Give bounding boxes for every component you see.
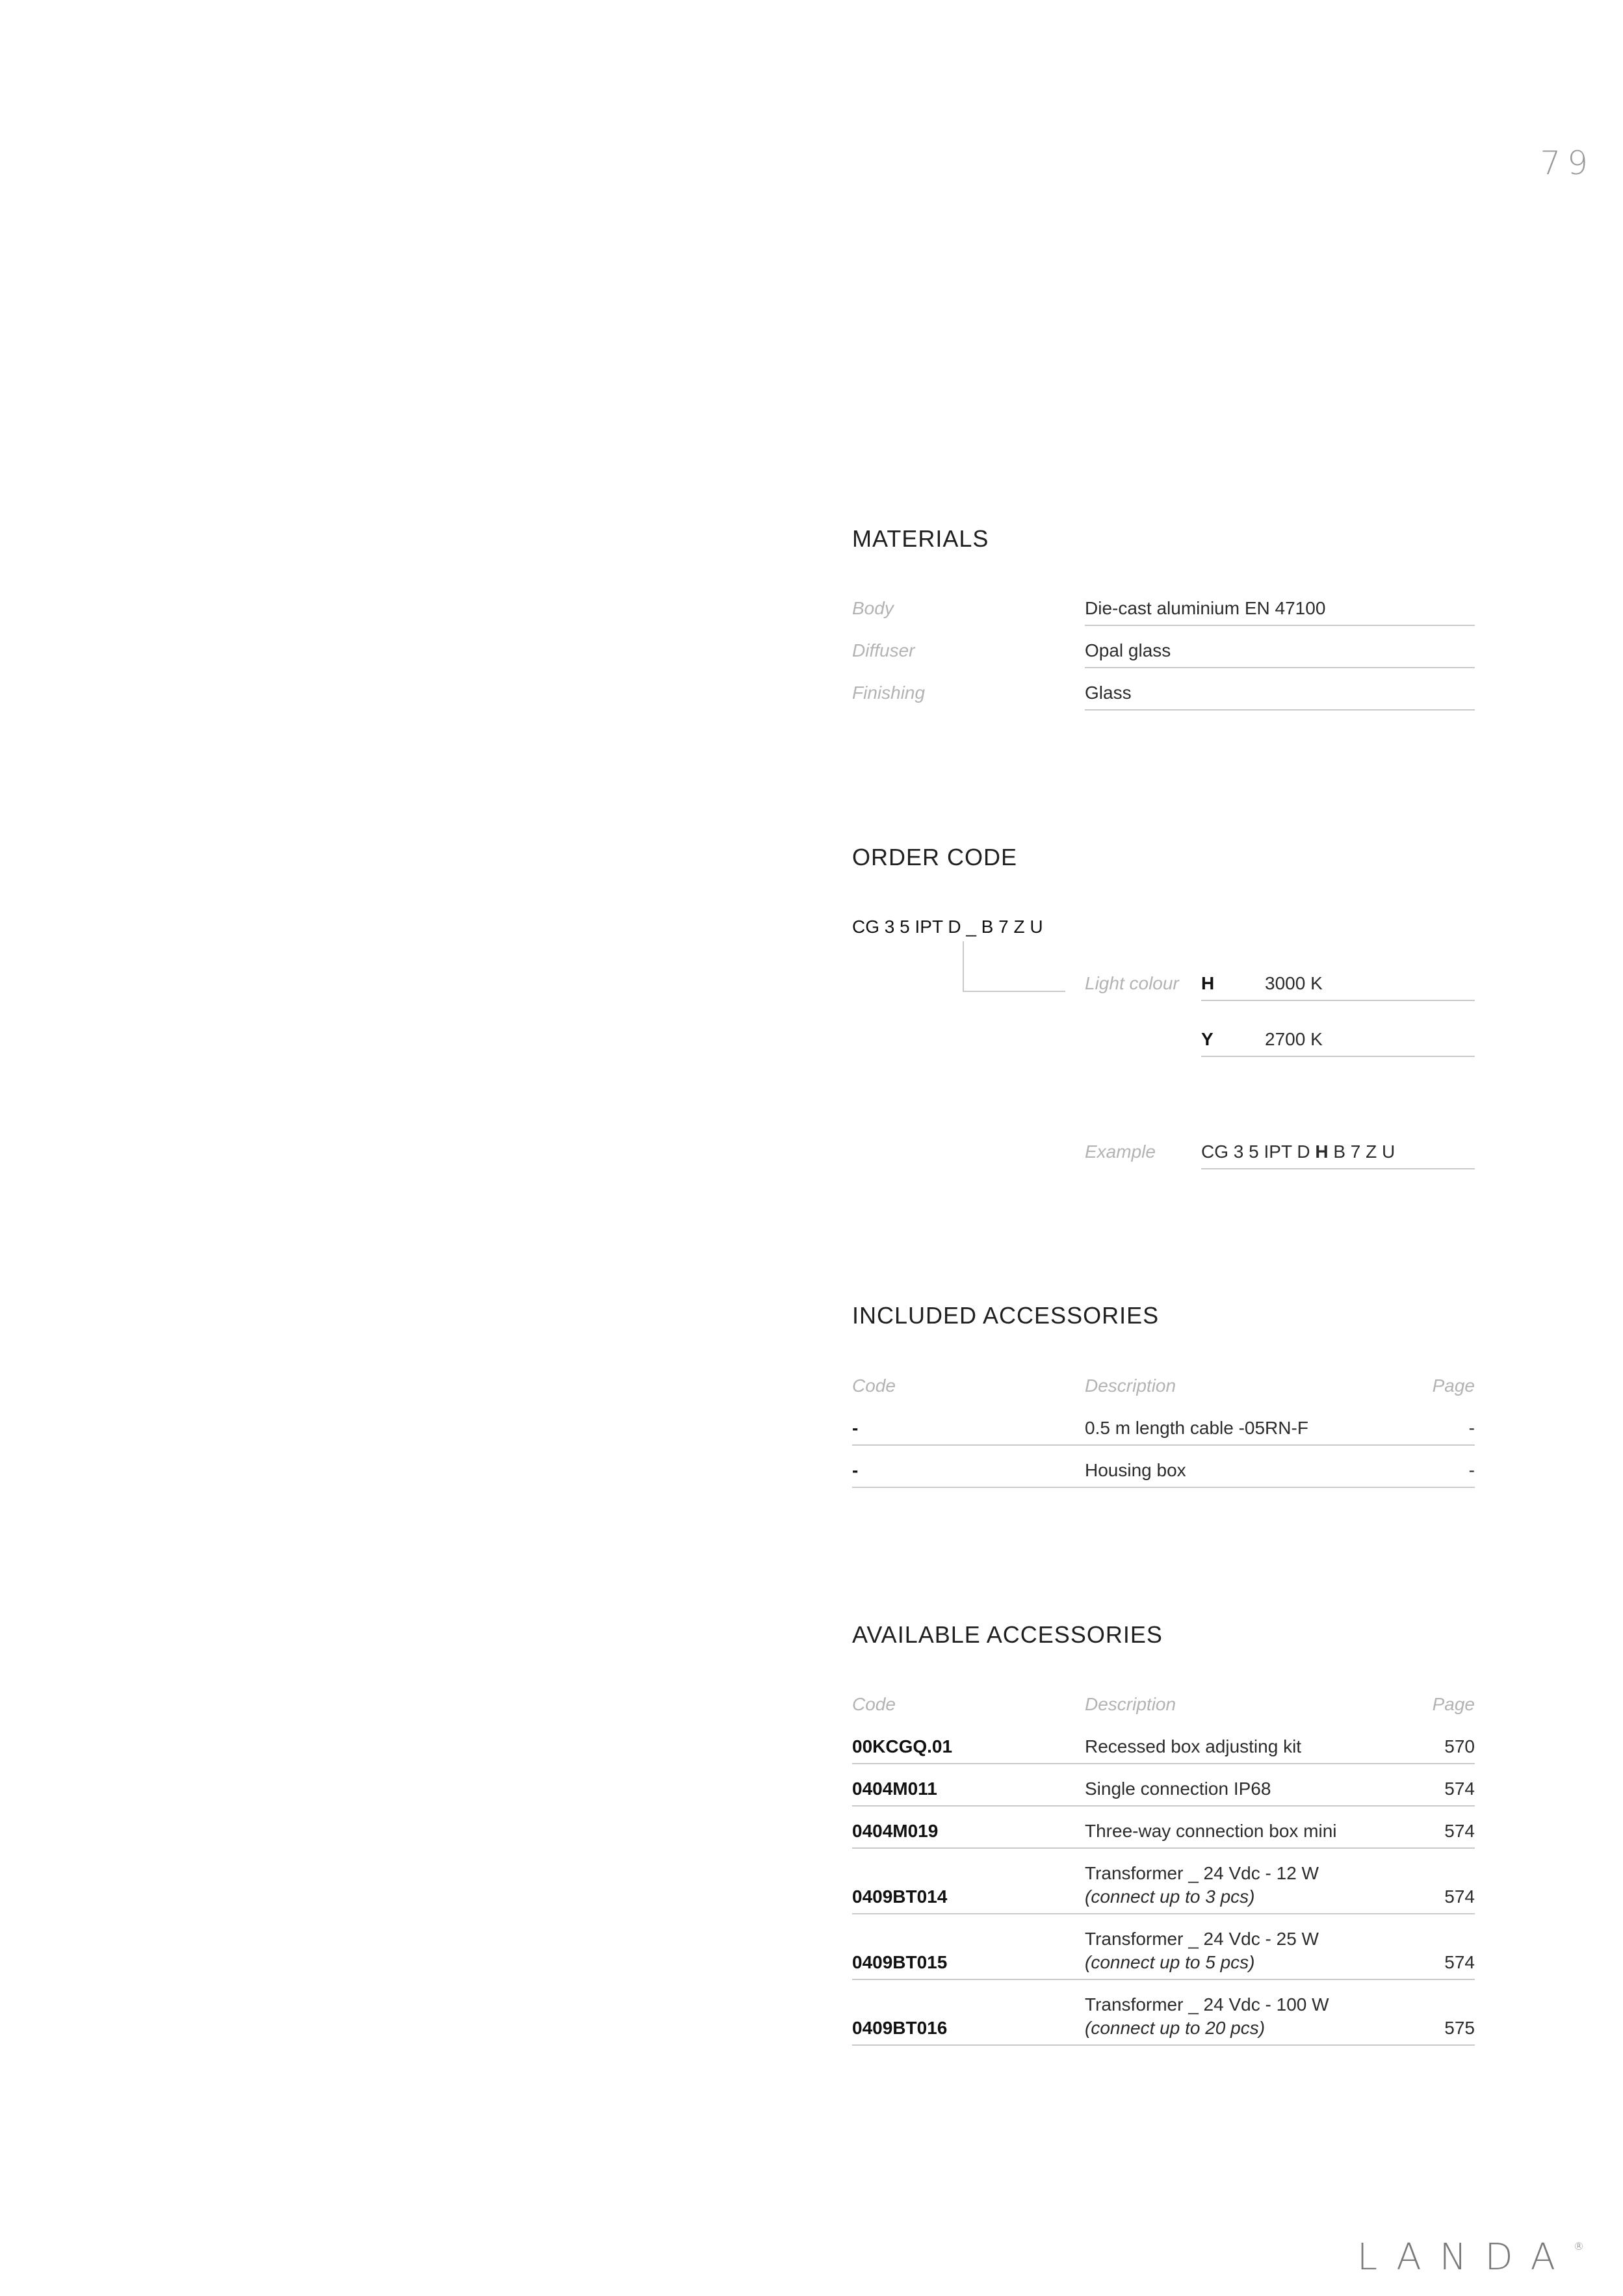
row-divider: [1085, 667, 1475, 668]
row-divider: [852, 1805, 1475, 1807]
accessory-code: 0404M019: [852, 1821, 939, 1841]
included-row-description: 0.5 m length cable -05RN-F: [1085, 1418, 1308, 1438]
row-divider: [852, 1847, 1475, 1849]
accessory-page: 574: [1444, 1952, 1475, 1972]
order-code-connector: [963, 941, 1065, 992]
row-divider: [852, 1444, 1475, 1446]
accessory-description: Recessed box adjusting kit: [1085, 1736, 1302, 1756]
material-value-finishing: Glass: [1085, 683, 1132, 703]
accessory-description: Transformer _ 24 Vdc - 25 W: [1085, 1929, 1319, 1949]
accessory-note: (connect up to 5 pcs): [1085, 1952, 1255, 1972]
available-header-description: Description: [1085, 1694, 1176, 1714]
brand-logo-text: LANDA: [1357, 2236, 1574, 2278]
registered-mark: ®: [1574, 2240, 1584, 2252]
row-divider: [852, 1763, 1475, 1764]
included-row-code: -: [852, 1418, 859, 1438]
material-label-diffuser: Diffuser: [852, 640, 915, 660]
accessory-page: 575: [1444, 2018, 1475, 2038]
light-colour-value-y: 2700 K: [1265, 1029, 1323, 1049]
row-divider: [1085, 709, 1475, 711]
accessory-note: (connect up to 3 pcs): [1085, 1886, 1255, 1907]
included-accessories-title: INCLUDED ACCESSORIES: [852, 1302, 1160, 1329]
accessory-description: Three-way connection box mini: [1085, 1821, 1337, 1841]
example-label: Example: [1085, 1141, 1156, 1162]
example-code-highlight: H: [1315, 1141, 1329, 1162]
included-row-description: Housing box: [1085, 1460, 1186, 1480]
row-divider: [852, 1913, 1475, 1914]
row-divider: [852, 2044, 1475, 2046]
accessory-page: 574: [1444, 1821, 1475, 1841]
light-colour-key-y: Y: [1201, 1029, 1214, 1049]
row-divider: [1085, 625, 1475, 626]
example-code: [1201, 1141, 1395, 1162]
material-label-body: Body: [852, 598, 894, 618]
accessory-code: 0409BT015: [852, 1952, 948, 1972]
included-header-description: Description: [1085, 1376, 1176, 1396]
row-divider: [1201, 1000, 1475, 1001]
included-row-page: -: [1468, 1460, 1475, 1480]
available-accessories-title: AVAILABLE ACCESSORIES: [852, 1621, 1163, 1648]
row-divider: [1201, 1168, 1475, 1169]
accessory-page: 574: [1444, 1779, 1475, 1799]
brand-logo: [1357, 2236, 1584, 2278]
accessory-code: 0404M011: [852, 1779, 937, 1799]
light-colour-key-h: H: [1201, 973, 1215, 993]
light-colour-value-h: 3000 K: [1265, 973, 1323, 993]
accessory-code: 0409BT016: [852, 2018, 948, 2038]
accessory-code: 00KCGQ.01: [852, 1736, 953, 1756]
included-header-page: Page: [1432, 1376, 1475, 1396]
accessory-page: 574: [1444, 1886, 1475, 1907]
available-header-page: Page: [1432, 1694, 1475, 1714]
accessory-description: Single connection IP68: [1085, 1779, 1271, 1799]
row-divider: [852, 1979, 1475, 1980]
row-divider: [1201, 1056, 1475, 1057]
accessory-description: Transformer _ 24 Vdc - 12 W: [1085, 1863, 1319, 1883]
included-header-code: Code: [852, 1376, 896, 1396]
order-code-string: CG 3 5 IPT D _ B 7 Z U: [852, 917, 1043, 937]
example-code-suffix: B 7 Z U: [1328, 1141, 1396, 1162]
accessory-description: Transformer _ 24 Vdc - 100 W: [1085, 1994, 1329, 2015]
example-code-prefix: CG 3 5 IPT D: [1201, 1141, 1316, 1162]
included-row-page: -: [1468, 1418, 1475, 1438]
accessory-note: (connect up to 20 pcs): [1085, 2018, 1266, 2038]
light-colour-label: Light colour: [1085, 973, 1179, 993]
row-divider: [852, 1487, 1475, 1488]
material-label-finishing: Finishing: [852, 683, 926, 703]
order-code-title: ORDER CODE: [852, 844, 1018, 870]
material-value-diffuser: Opal glass: [1085, 640, 1171, 660]
materials-title: MATERIALS: [852, 525, 989, 552]
accessory-code: 0409BT014: [852, 1886, 948, 1907]
included-row-code: -: [852, 1460, 859, 1480]
material-value-body: Die-cast aluminium EN 47100: [1085, 598, 1326, 618]
page-number: 79: [1540, 144, 1594, 182]
accessory-page: 570: [1444, 1736, 1475, 1756]
available-header-code: Code: [852, 1694, 896, 1714]
